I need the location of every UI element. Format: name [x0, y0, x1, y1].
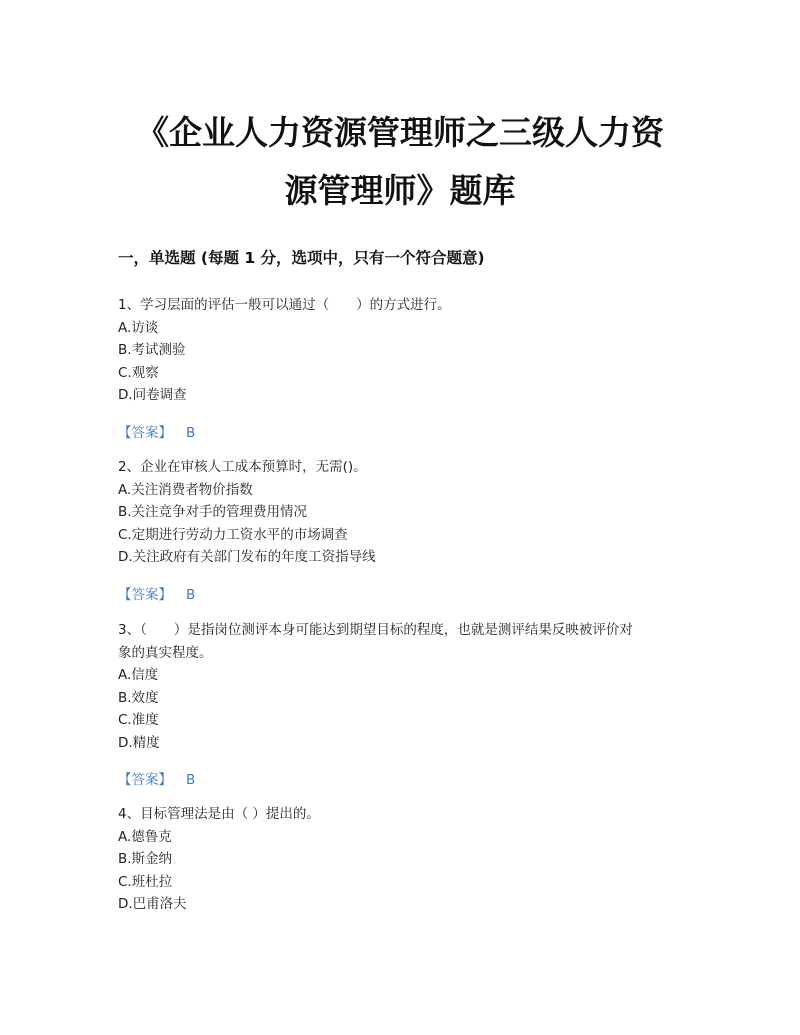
option-d: D.问卷调查: [118, 387, 187, 403]
document-title: [80, 104, 720, 220]
option-b: B.斯金纳: [118, 851, 173, 867]
question-stem-line-2: 象的真实程度。: [118, 644, 213, 661]
option-b: B.考试测验: [118, 342, 186, 358]
option-b: B.关注竞争对手的管理费用情况: [118, 504, 308, 520]
question-stem: 1、学习层面的评估一般可以通过（ ）的方式进行。: [118, 297, 451, 313]
question-3: [118, 619, 688, 754]
option-d: D.精度: [118, 734, 160, 751]
answer-value: B: [186, 772, 196, 788]
question-2: [118, 456, 688, 569]
answer-value: B: [186, 425, 196, 441]
question-stem-line-1: 3、（ ）是指岗位测评本身可能达到期望目标的程度，也就是测评结果反映被评价对: [118, 622, 633, 638]
option-c: C.准度: [118, 712, 159, 728]
question-stem: 2、企业在审核人工成本预算时，无需()。: [118, 459, 367, 475]
title-line-1: 《企业人力资源管理师之三级人力资: [136, 113, 664, 152]
answer-label: 【答案】: [118, 772, 172, 788]
option-c: C.定期进行劳动力工资水平的市场调查: [118, 526, 348, 543]
option-a: A.德鲁克: [118, 828, 172, 845]
option-d: D.关注政府有关部门发布的年度工资指导线: [118, 549, 376, 565]
section-heading: 一，单选题 (每题 1 分，选项中，只有一个符合题意): [118, 249, 485, 267]
option-c: C.观察: [118, 364, 159, 381]
option-d: D.巴甫洛夫: [118, 896, 187, 912]
option-a: A.关注消费者物价指数: [118, 481, 253, 498]
question-1: [118, 294, 688, 407]
answer-1: [118, 421, 195, 441]
question-stem: 4、目标管理法是由（ ）提出的。: [118, 806, 320, 822]
answer-value: B: [186, 587, 196, 603]
answer-3: [118, 768, 195, 788]
answer-label: 【答案】: [118, 587, 172, 603]
answer-2: [118, 583, 195, 603]
answer-label: 【答案】: [118, 425, 172, 441]
question-4: [118, 803, 688, 916]
title-line-2: 源管理师》题库: [284, 171, 516, 210]
option-a: A.信度: [118, 667, 159, 683]
option-c: C.班杜拉: [118, 873, 173, 890]
option-b: B.效度: [118, 689, 159, 706]
option-a: A.访谈: [118, 319, 159, 336]
